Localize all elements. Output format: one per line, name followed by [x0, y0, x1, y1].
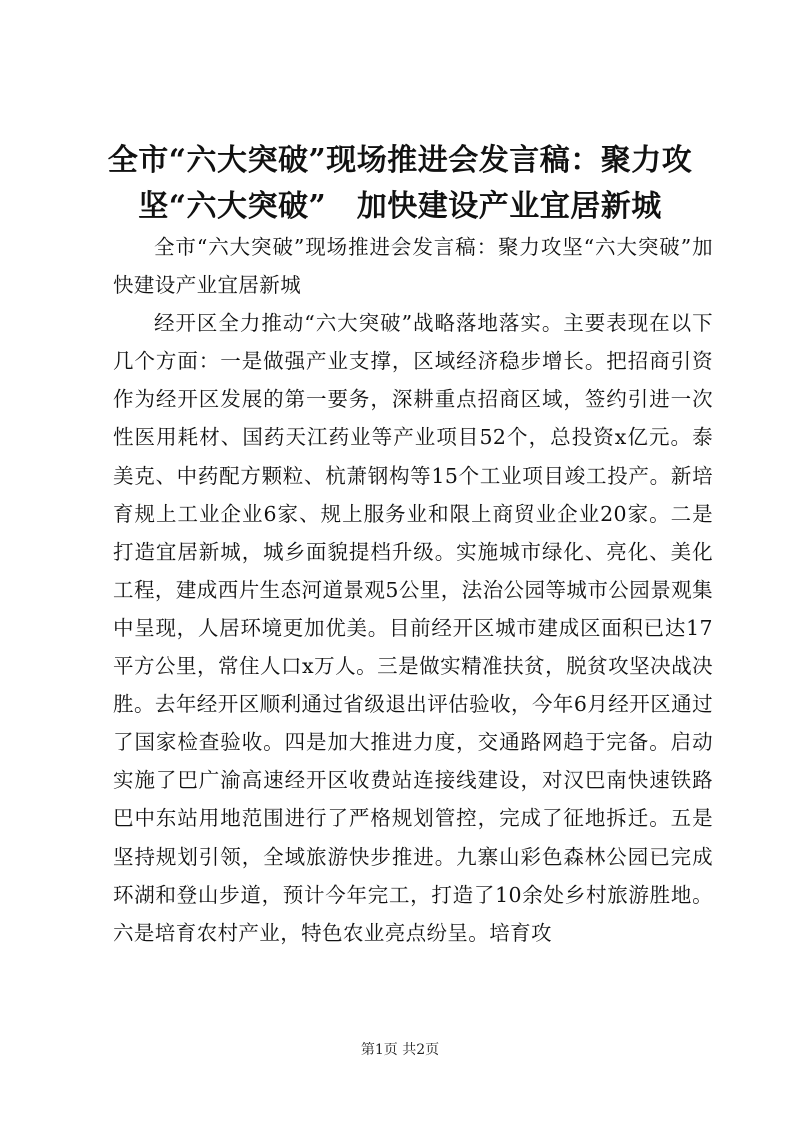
page-footer [0, 1041, 800, 1059]
document-body [113, 228, 713, 952]
subtitle-paragraph: 全市“六大突破”现场推进会发言稿：聚力攻坚“六大突破”加快建设产业宜居新城 [113, 235, 713, 298]
page-indicator: 第1页 共2页 [360, 1042, 440, 1058]
body-paragraph: 经开区全力推动“六大突破”战略落地落实。主要表现在以下几个方面：一是做强产业支撑，区域经济稳步增长。把招商引资作为经开区发展的第一要务，深耕重点招商区域，签约引进一次性医用耗材、国药天江药业等产业项目52个，总投资x亿元。泰美克、中药配方颗粒、杭萧钢构等15个工业项目竣工投产。新培育规上工业企业6家、规上服务业和限上商贸业企业20家。二是打造宜居新城，城乡面貌提档升级。实施城市绿化、亮化、美化工程，建成西片生态河道景观5公里，法治公园等城市公园景观集中呈现，人居环境更加优美。目前经开区城市建成区面积已达17平方公里，常住人口x万人。三是做实精准扶贫，脱贫攻坚决战决胜。去年经开区顺利通过省级退出评估验收，今年6月经开区通过了国家检查验收。四是加大推进力度，交通路网趋于完备。启动实施了巴广渝高速经开区收费站连接线建设，对汉巴南快速铁路巴中东站用地范围进行了严格规划管控，完成了征地拆迁。五是坚持规划引领，全域旅游快步推进。九寨山彩色森林公园已完成环湖和登山步道，预计今年完工，打造了10余处乡村旅游胜地。六是培育农村产业，特色农业亮点纷呈。培育攻 [113, 311, 713, 945]
document-title [100, 138, 700, 230]
document-title-line-1: 全市“六大突破”现场推进会发言稿：聚力攻 [107, 143, 693, 178]
document-title-line-2: 坚“六大突破” 加快建设产业宜居新城 [138, 189, 662, 224]
